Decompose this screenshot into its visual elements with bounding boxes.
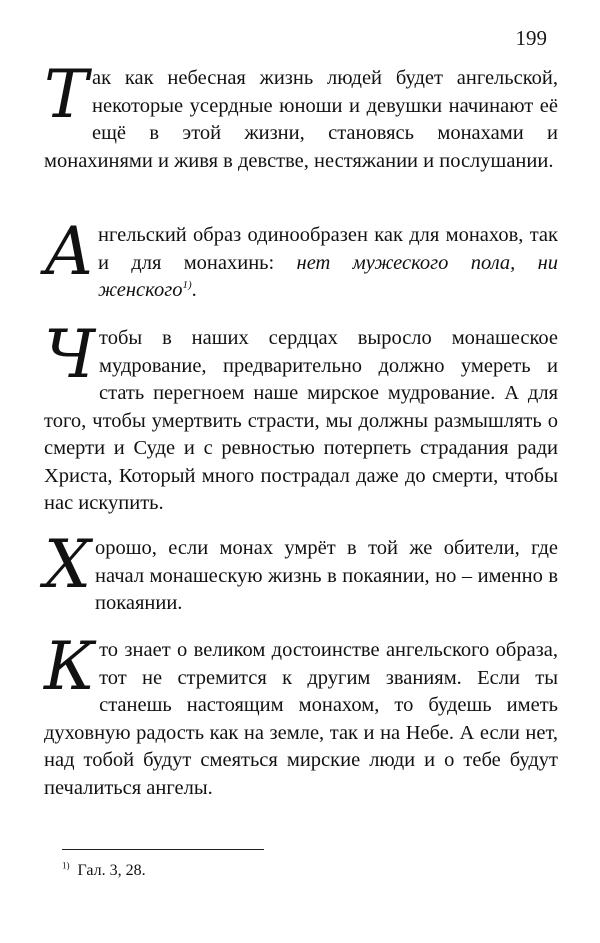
paragraph-text: тобы в наших сердцах выросло монашеское мудрование, предварительно должно умереть и стать перегноем наше мирское мудрование. А для того, чтобы умертвить страсти, мы должны размышлять о смерти и Суде и с ревностью потерпеть страдания ради Христа, Который много пострадал даже до смерти, чтобы нас искупить. xyxy=(44,327,558,514)
drop-cap-initial: Ч xyxy=(44,316,96,393)
paragraph-1 xyxy=(44,56,558,175)
paragraph-end: . xyxy=(191,279,197,301)
paragraph-4 xyxy=(44,526,558,618)
drop-cap-initial: Т xyxy=(44,56,89,133)
paragraph-5 xyxy=(44,628,558,802)
paragraph-text: то знает о великом достоинстве ангельского образа, тот не стремится к другим званиям. Если ты станешь настоящим монахом, то будешь иметь духовную радость как на земле, так и на Небе. А если нет, над тобой будут смеяться мирские люди и о тебе будут печалиться ангелы. xyxy=(44,639,558,799)
scripture-quote: нет мужеского пола, ни женского xyxy=(97,251,558,301)
paragraph-3 xyxy=(44,316,558,518)
footnote-text: Гал. 3, 28. xyxy=(77,862,146,879)
page-number: 199 xyxy=(515,26,547,50)
paragraph-text: ак как небесная жизнь людей будет ангельской, некоторые усердные юноши и девушки начинают её ещё в этой жизни, становясь монахами и монахинями и живя в девстве, нестяжании и послушании. xyxy=(44,67,558,172)
drop-cap-initial: А xyxy=(44,213,94,290)
footnote-marker: 1) xyxy=(62,860,70,871)
paragraph-text: орошо, если монах умрёт в той же обители, где начал монашескую жизнь в покаянии, но – именно в покаянии. xyxy=(95,537,558,614)
paragraph-text: нгельский образ одинообразен как для монахов, так и для монахинь: xyxy=(97,224,558,274)
footnote xyxy=(62,862,146,880)
paragraph-2 xyxy=(44,213,558,305)
footnote-ref: 1) xyxy=(182,279,192,292)
drop-cap-initial: Х xyxy=(44,526,91,603)
drop-cap-initial: К xyxy=(44,628,96,705)
footnote-divider xyxy=(62,849,264,850)
